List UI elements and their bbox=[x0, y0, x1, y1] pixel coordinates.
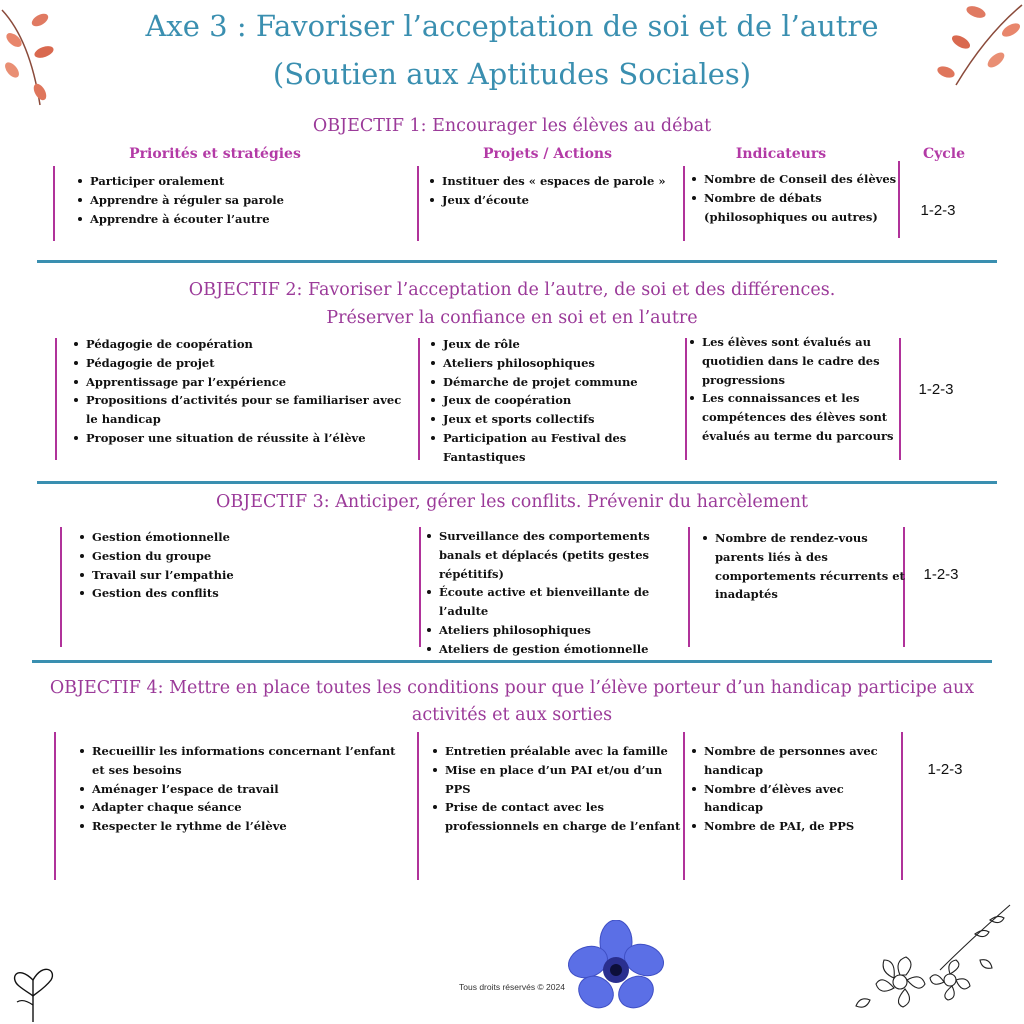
column-divider bbox=[55, 338, 57, 460]
objective-2-title-line-2: Préserver la confiance en soi et en l’autre bbox=[326, 308, 698, 328]
page-title-line-2: (Soutien aux Aptitudes Sociales) bbox=[272, 57, 752, 91]
objective-3-projets bbox=[421, 527, 694, 659]
list-item: Jeux de coopération bbox=[443, 391, 683, 410]
section-divider bbox=[32, 660, 992, 663]
list-item: Adapter chaque séance bbox=[92, 798, 412, 817]
objective-2-indicateurs bbox=[684, 333, 897, 446]
list-item: Gestion du groupe bbox=[92, 547, 412, 566]
list-item: Mise en place d’un PAI et/ou d’un PPS bbox=[445, 761, 690, 799]
list-item: Nombre de Conseil des élèves bbox=[704, 170, 899, 189]
column-divider bbox=[899, 338, 901, 460]
list-item: Ateliers philosophiques bbox=[443, 354, 683, 373]
section-divider bbox=[37, 260, 997, 263]
column-divider bbox=[60, 527, 62, 647]
list-item: Pédagogie de projet bbox=[86, 354, 416, 373]
list-item: Nombre de personnes avec handicap bbox=[704, 742, 904, 780]
column-divider bbox=[417, 166, 419, 241]
list-item: Gestion des conflits bbox=[92, 584, 412, 603]
list-item: Nombre de débats (philosophiques ou autres) bbox=[704, 189, 899, 227]
objective-1-indicateurs bbox=[686, 170, 899, 226]
column-divider bbox=[418, 338, 420, 460]
column-divider bbox=[53, 166, 55, 241]
list-item: Aménager l’espace de travail bbox=[92, 780, 412, 799]
list-item: Entretien préalable avec la famille bbox=[445, 742, 690, 761]
list-item: Jeux de rôle bbox=[443, 335, 683, 354]
column-divider bbox=[417, 732, 419, 880]
objective-4-indicateurs bbox=[686, 742, 904, 836]
objective-4-priorites bbox=[74, 742, 412, 836]
list-item: Propositions d’activités pour se familiariser avec le handicap bbox=[86, 391, 416, 429]
list-item: Apprendre à écouter l’autre bbox=[90, 210, 410, 229]
list-item: Écoute active et bienveillante de l’adulte bbox=[439, 583, 694, 621]
list-item: Gestion émotionnelle bbox=[92, 528, 412, 547]
column-divider bbox=[54, 732, 56, 880]
header-indicateurs: Indicateurs bbox=[735, 146, 827, 162]
objective-2-projets bbox=[425, 335, 683, 467]
objective-3-cycle: 1-2-3 bbox=[923, 566, 959, 583]
section-divider bbox=[37, 481, 997, 484]
list-item: Travail sur l’empathie bbox=[92, 566, 412, 585]
blue-anemone-flower-icon bbox=[566, 920, 666, 1015]
objective-2-title-line-1: OBJECTIF 2: Favoriser l’acceptation de l’autre, de soi et des différences. bbox=[188, 280, 836, 300]
list-item: Apprentissage par l’expérience bbox=[86, 373, 416, 392]
list-item: Surveillance des comportements banals et déplacés (petits gestes répétitifs) bbox=[439, 527, 694, 583]
header-cycle: Cycle bbox=[922, 146, 966, 162]
list-item: Ateliers philosophiques bbox=[439, 621, 694, 640]
copyright-footer: Tous droits réservés © 2024 bbox=[459, 982, 565, 992]
page-title-line-1: Axe 3 : Favoriser l’acceptation de soi et de l’autre bbox=[145, 9, 879, 43]
objective-4-title-line-2: activités et aux sorties bbox=[411, 705, 613, 725]
list-item: Les élèves sont évalués au quotidien dans le cadre des progressions bbox=[702, 333, 897, 389]
objective-3-indicateurs bbox=[697, 529, 910, 604]
objective-3-priorites bbox=[74, 528, 412, 603]
objective-4-cycle: 1-2-3 bbox=[927, 761, 963, 778]
objective-1-cycle: 1-2-3 bbox=[920, 202, 956, 219]
objective-3-title: OBJECTIF 3: Anticiper, gérer les conflits. Prévenir du harcèlement bbox=[215, 492, 809, 512]
objective-4-title-line-1: OBJECTIF 4: Mettre en place toutes les conditions pour que l’élève porteur d’un handicap participe aux bbox=[49, 678, 975, 698]
list-item: Respecter le rythme de l’élève bbox=[92, 817, 412, 836]
flower-sketch-icon bbox=[850, 900, 1020, 1020]
list-item: Ateliers de gestion émotionnelle bbox=[439, 640, 694, 659]
list-item: Apprendre à réguler sa parole bbox=[90, 191, 410, 210]
list-item: Participer oralement bbox=[90, 172, 410, 191]
objective-4-projets bbox=[427, 742, 690, 836]
list-item: Prise de contact avec les professionnels en charge de l’enfant bbox=[445, 798, 690, 836]
list-item: Instituer des « espaces de parole » bbox=[442, 172, 697, 191]
list-item: Nombre de rendez-vous parents liés à des comportements récurrents et inadaptés bbox=[715, 529, 910, 604]
objective-1-title: OBJECTIF 1: Encourager les élèves au débat bbox=[312, 116, 712, 136]
objective-1-projets bbox=[424, 172, 697, 210]
list-item: Nombre de PAI, de PPS bbox=[704, 817, 904, 836]
list-item: Démarche de projet commune bbox=[443, 373, 683, 392]
list-item: Pédagogie de coopération bbox=[86, 335, 416, 354]
list-item: Les connaissances et les compétences des élèves sont évalués au terme du parcours bbox=[702, 389, 897, 445]
objective-2-priorites bbox=[68, 335, 416, 448]
list-item: Jeux d’écoute bbox=[442, 191, 697, 210]
list-item: Participation au Festival des Fantastiques bbox=[443, 429, 683, 467]
objective-1-priorites bbox=[72, 172, 410, 228]
list-item: Proposer une situation de réussite à l’élève bbox=[86, 429, 416, 448]
header-projets: Projets / Actions bbox=[483, 146, 612, 162]
list-item: Jeux et sports collectifs bbox=[443, 410, 683, 429]
list-item: Recueillir les informations concernant l’enfant et ses besoins bbox=[92, 742, 412, 780]
header-priorites: Priorités et stratégies bbox=[129, 146, 301, 162]
objective-2-cycle: 1-2-3 bbox=[918, 381, 954, 398]
list-item: Nombre d’élèves avec handicap bbox=[704, 780, 904, 818]
